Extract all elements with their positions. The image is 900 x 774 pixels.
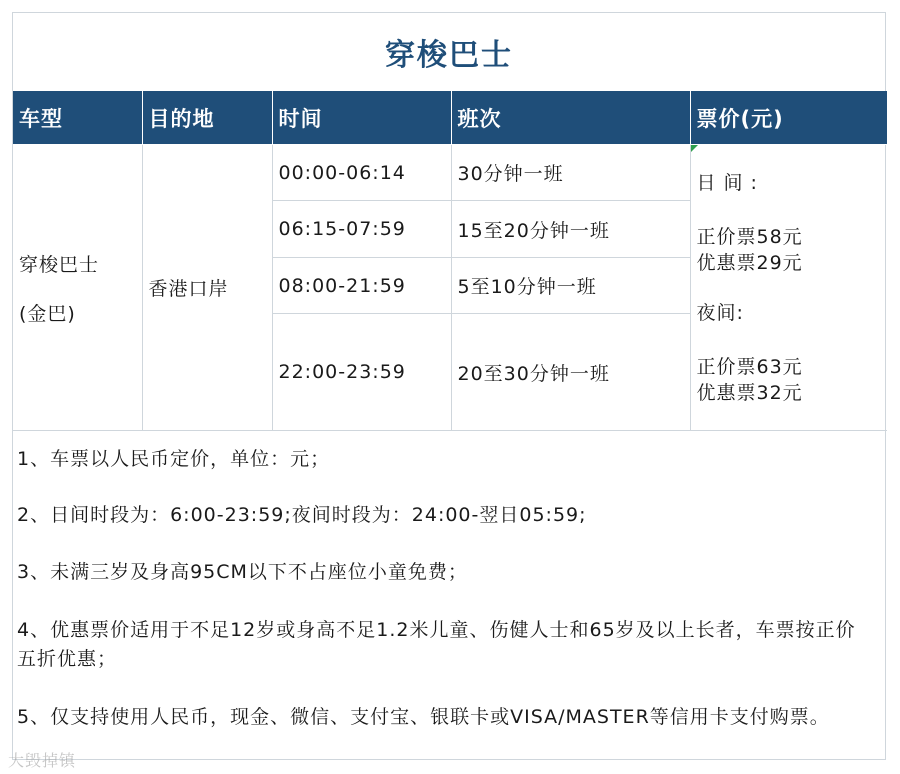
time-cell: 22:00-23:59 — [272, 314, 451, 431]
header-type: 车型 — [13, 91, 142, 145]
fare-night-discount: 优惠票32元 — [696, 381, 803, 404]
table-header-row — [13, 91, 887, 145]
time-cell: 06:15-07:59 — [272, 201, 451, 258]
header-price: 票价(元) — [690, 91, 887, 145]
page-title: 穿梭巴士 — [385, 38, 513, 73]
watermark-text: 大毁掉镇 — [8, 751, 77, 770]
note-item: 5、仅支持使用人民币，现金、微信、支付宝、银联卡或VISA/MASTER等信用卡支付购票。 — [17, 706, 830, 728]
fare-day-full: 正价票58元 — [696, 225, 803, 248]
note-item: 1、车票以人民币定价，单位：元； — [17, 448, 331, 470]
frequency-cell: 5至10分钟一班 — [451, 258, 690, 314]
header-frequency: 班次 — [451, 91, 690, 145]
bus-type-alias: (金巴) — [19, 302, 76, 325]
note-item: 2、日间时段为：6:00-23:59;夜间时段为：24:00-翌日05:59; — [17, 504, 587, 526]
frequency-cell: 30分钟一班 — [451, 145, 690, 201]
fare-night-label: 夜间: — [696, 301, 744, 324]
fare-night-full: 正价票63元 — [696, 355, 803, 378]
fare-sheet — [12, 12, 886, 760]
time-cell: 08:00-21:59 — [272, 258, 451, 314]
comment-corner-marker — [691, 145, 698, 152]
fare-spacer — [697, 196, 888, 224]
header-time: 时间 — [272, 91, 451, 145]
bus-type-name: 穿梭巴士 — [19, 253, 100, 276]
note-item: 3、未满三岁及身高95CM以下不占座位小童免费； — [17, 561, 468, 583]
fare-table — [13, 91, 887, 431]
fare-spacer — [697, 326, 888, 354]
frequency-cell: 15至20分钟一班 — [451, 201, 690, 258]
fare-day-label: 日间: — [696, 171, 765, 194]
destination-cell: 香港口岸 — [142, 145, 272, 431]
table-row — [13, 145, 887, 201]
fare-cell — [690, 145, 887, 431]
time-cell: 00:00-06:14 — [272, 145, 451, 201]
bus-type-cell — [13, 145, 142, 431]
fare-day-discount: 优惠票29元 — [696, 251, 803, 274]
note-item: 4、优惠票价适用于不足12岁或身高不足1.2米儿童、伤健人士和65岁及以上长者，车票按正价五折优惠； — [17, 619, 856, 670]
frequency-cell: 20至30分钟一班 — [451, 314, 690, 431]
header-destination: 目的地 — [142, 91, 272, 145]
